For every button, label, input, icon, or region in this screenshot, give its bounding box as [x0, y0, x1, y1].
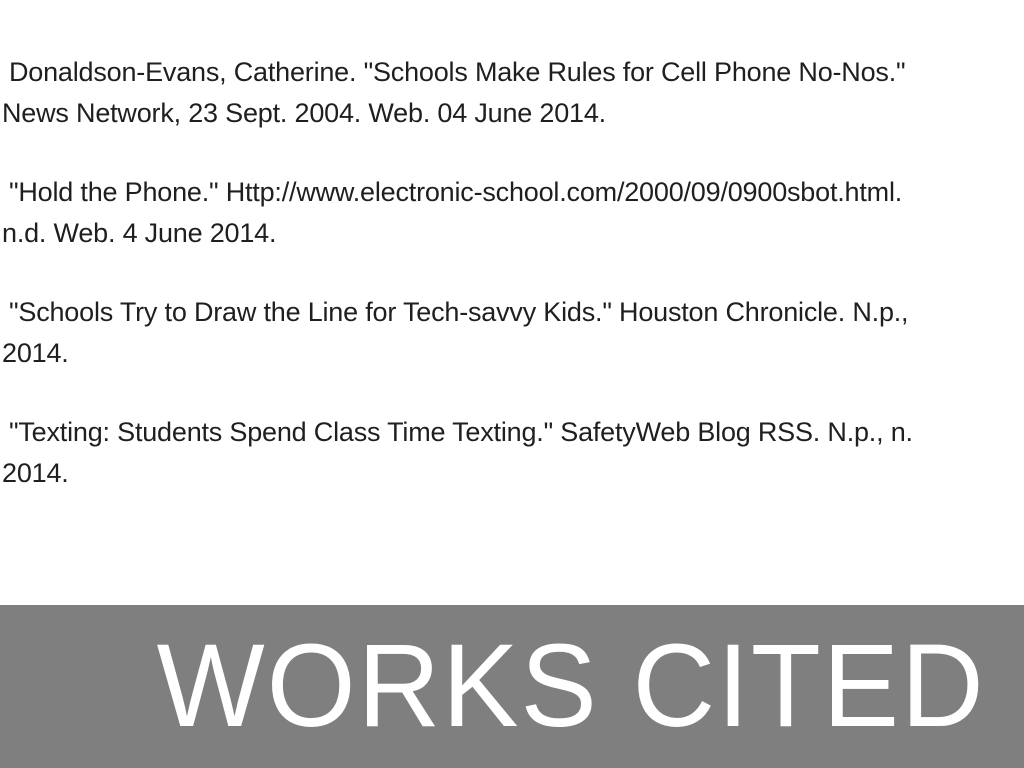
- citation-entry: [0, 292, 1024, 374]
- citation-line: "Hold the Phone." Http://www.electronic-school.com/2000/09/0900sbot.html.: [9, 177, 903, 207]
- citation-line: "Schools Try to Draw the Line for Tech-savvy Kids." Houston Chronicle. N.p.,: [9, 297, 909, 327]
- citation-line: News Network, 23 Sept. 2004. Web. 04 June 2014.: [2, 98, 606, 128]
- citation-line: "Texting: Students Spend Class Time Texting." SafetyWeb Blog RSS. N.p., n.: [9, 417, 913, 447]
- citation-line: 2014.: [2, 338, 69, 368]
- page-title: WORKS CITED: [157, 620, 986, 752]
- citation-line: Donaldson-Evans, Catherine. "Schools Make Rules for Cell Phone No-Nos.": [9, 57, 906, 87]
- citation-list: [0, 52, 1024, 532]
- title-band: [0, 605, 1024, 768]
- citation-entry: [0, 172, 1024, 254]
- citation-line: n.d. Web. 4 June 2014.: [2, 218, 277, 248]
- citation-entry: [0, 52, 1024, 134]
- citation-entry: [0, 412, 1024, 494]
- citation-line: 2014.: [2, 458, 69, 488]
